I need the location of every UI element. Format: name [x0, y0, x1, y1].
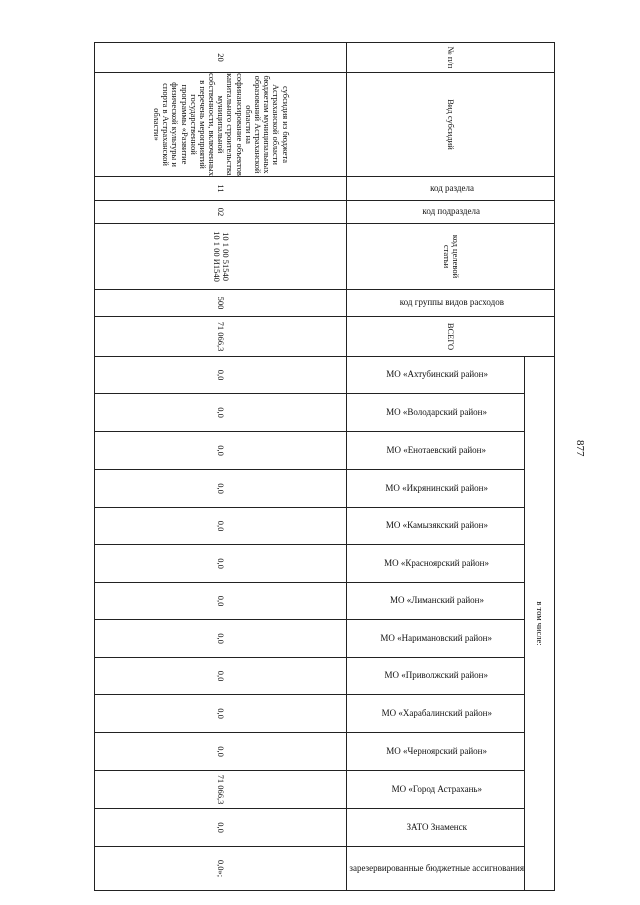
district-value: 0,0 — [95, 394, 347, 432]
rotated-table — [152, 42, 555, 885]
table-sheet — [152, 42, 555, 885]
row-target — [95, 224, 347, 290]
district-name-cell: МО «Наримановский район» — [347, 620, 525, 658]
header-row-no: № п/п — [347, 43, 555, 73]
district-value: 0,0»; — [95, 847, 347, 891]
district-name-cell: МО «Володарский район» — [347, 394, 525, 432]
district-value: 0,0 — [95, 357, 347, 394]
header-including: в том числе: — [525, 357, 555, 891]
subsidy-table — [94, 42, 555, 891]
table-row — [95, 43, 347, 891]
header-type: Вид субсидий — [347, 73, 555, 177]
district-value: 0,0 — [95, 545, 347, 583]
header-group: код группы видов расходов — [347, 290, 555, 317]
header-subsection: код подраздела — [347, 201, 555, 224]
district-value: 0,0 — [95, 809, 347, 847]
district-name-cell: МО «Лиманский район» — [347, 583, 525, 620]
district-value: 0,0 — [95, 508, 347, 545]
district-value: 0,0 — [95, 733, 347, 771]
page-number: 877 — [574, 440, 586, 457]
row-description: субсидия из бюджета Астраханской области бюджетам муниципальных образований Астраханской области на софинансирование объектов капитального строительства муниципальной собственности, включенных в перечень мероприятий государственной программы «Развитие физической культуры и спорта в Астраханской области» — [95, 73, 347, 177]
header-section: код раздела — [347, 177, 555, 201]
district-value: 71 066,3 — [95, 771, 347, 809]
district-value: 0,0 — [95, 470, 347, 508]
header-row-top — [525, 43, 555, 891]
district-value: 0,0 — [95, 695, 347, 733]
district-name-cell: МО «Черноярский район» — [347, 733, 525, 771]
district-value: 0,0 — [95, 583, 347, 620]
district-name-cell: ЗАТО Знаменск — [347, 809, 525, 847]
district-name-cell: МО «Город Астрахань» — [347, 771, 525, 809]
district-value: 0,0 — [95, 658, 347, 695]
row-target-2: 10 1 00 И1540 — [211, 231, 222, 282]
district-name-cell: зарезервированные бюджетные ассигнования — [347, 847, 525, 891]
district-value: 0,0 — [95, 620, 347, 658]
district-name-cell: МО «Камызякский район» — [347, 508, 525, 545]
header-total: ВСЕГО — [347, 317, 555, 357]
row-no: 20 — [95, 43, 347, 73]
row-section: 11 — [95, 177, 347, 201]
row-subsection: 02 — [95, 201, 347, 224]
district-name-cell: МО «Икрянинский район» — [347, 470, 525, 508]
district-name-cell: МО «Енотаевский район» — [347, 432, 525, 470]
header-target: код целевой статьи — [347, 224, 555, 290]
district-name-cell: МО «Ахтубинский район» — [347, 357, 525, 394]
district-name-cell: МО «Красноярский район» — [347, 545, 525, 583]
district-name-cell: МО «Харабалинский район» — [347, 695, 525, 733]
row-target-1: 10 1 00 51540 — [220, 232, 231, 281]
row-total: 71 066,3 — [95, 317, 347, 357]
district-name-cell: МО «Приволжский район» — [347, 658, 525, 695]
row-group: 500 — [95, 290, 347, 317]
district-value: 0,0 — [95, 432, 347, 470]
